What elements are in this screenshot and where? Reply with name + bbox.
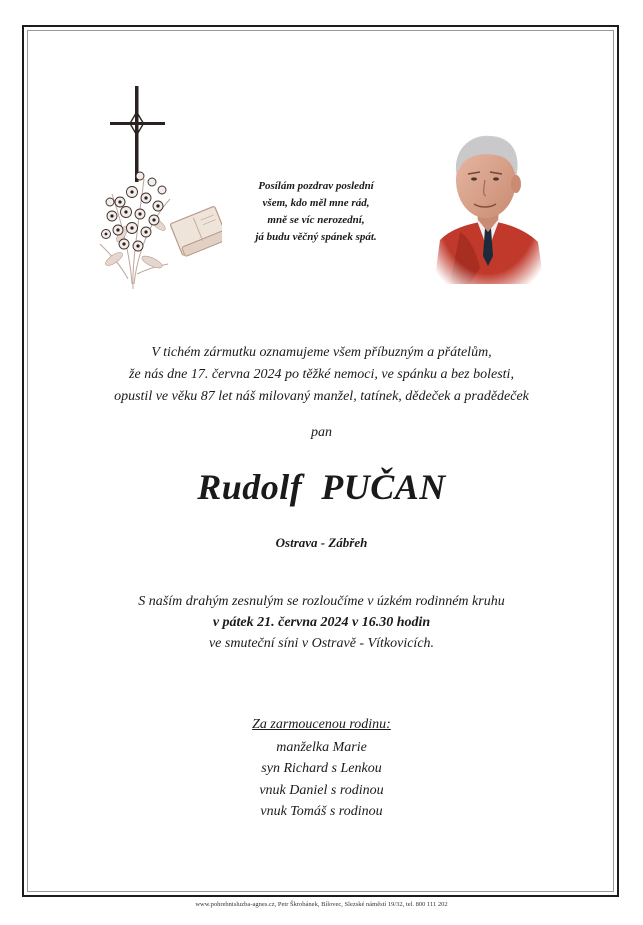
farewell-location: ve smuteční síni v Ostravě - Vítkovicích. bbox=[208, 636, 435, 651]
portrait-photo bbox=[430, 128, 546, 284]
family-member: manželka Marie bbox=[276, 739, 367, 755]
cross-with-flowers-and-book-icon bbox=[92, 84, 222, 299]
salutation: pan bbox=[311, 425, 332, 440]
family-heading: Za zarmoucenou rodinu: bbox=[252, 717, 391, 732]
farewell-line: S naším drahým zesnulým se rozloučíme v úzkém rodinném kruhu bbox=[138, 594, 505, 609]
announcement-line: V tichém zármutku oznamujeme všem příbuzným a přátelům, bbox=[151, 345, 492, 360]
poem-line: všem, kdo měl mne rád, bbox=[262, 197, 370, 209]
family-list bbox=[0, 714, 643, 823]
deceased-name: Rudolf PUČAN bbox=[197, 467, 446, 507]
announcement-line: opustil ve věku 87 let náš milovaný manžel, tatínek, dědeček a pradědeček bbox=[114, 389, 529, 404]
poem-line: mně se víc nerozední, bbox=[267, 214, 365, 226]
announcement-line: že nás dne 17. června 2024 po těžké nemoci, ve spánku a bez bolesti, bbox=[129, 367, 514, 382]
announcement bbox=[40, 342, 603, 408]
family-member: vnuk Tomáš s rodinou bbox=[260, 804, 383, 819]
farewell-info bbox=[40, 591, 603, 654]
farewell-date: v pátek 21. června 2024 v 16.30 hodin bbox=[212, 615, 431, 630]
family-member: vnuk Daniel s rodinou bbox=[259, 782, 384, 798]
family-member: syn Richard s Lenkou bbox=[261, 761, 382, 776]
poem bbox=[222, 178, 410, 246]
deceased-place: Ostrava - Zábřeh bbox=[275, 535, 368, 550]
poem-line: Posílám pozdrav poslední bbox=[258, 180, 374, 192]
poem-line: já budu věčný spánek spát. bbox=[255, 231, 377, 243]
footer-credit: www.pohrebnisluzba-agnes.cz, Petr Škrobánek, Bílovec, Slezské náměstí 19/32, tel. 800 111 202 bbox=[195, 901, 448, 908]
